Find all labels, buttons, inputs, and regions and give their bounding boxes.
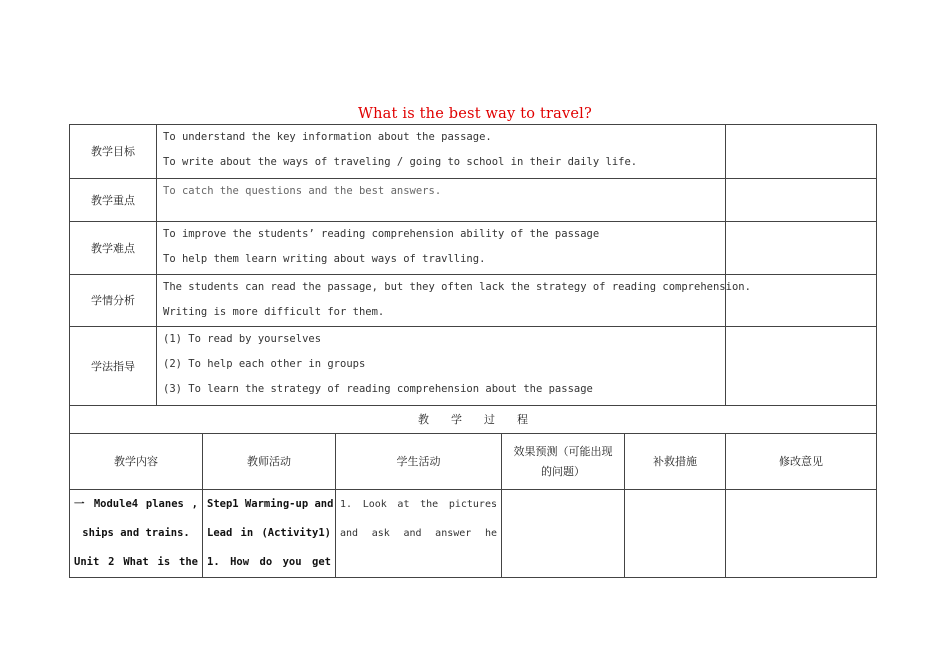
col-effect-header: [502, 434, 625, 490]
learner-analysis-line: Writing is more difficult for them.: [163, 306, 385, 318]
process-body-row: [70, 490, 877, 578]
difficulties-row: [70, 222, 877, 275]
learning-methods-line: (2) To help each other in groups: [163, 358, 366, 370]
difficulties-content: [157, 222, 726, 275]
col-student-header: 学生活动: [336, 434, 502, 490]
learner-analysis-label: 学情分析: [70, 275, 157, 327]
objectives-label: 教学目标: [70, 125, 157, 179]
content-line: ships and trains.: [82, 527, 190, 539]
objectives-line: To write about the ways of traveling / going to school in their daily life.: [163, 156, 638, 168]
objectives-notes: [726, 125, 877, 179]
process-header: 教学过程: [70, 406, 877, 434]
objectives-line: To understand the key information about the passage.: [163, 131, 492, 143]
col-remedy-header: 补救措施: [625, 434, 726, 490]
learning-methods-row: [70, 327, 877, 406]
process-columns-row: [70, 434, 877, 490]
difficulties-line: To improve the students’ reading comprehension ability of the passage: [163, 228, 600, 240]
learning-methods-content: [157, 327, 726, 406]
key-points-row: [70, 179, 877, 222]
objectives-row: [70, 125, 877, 179]
learner-analysis-content: [157, 275, 751, 327]
student-line: 1. Look at the pictures: [340, 499, 497, 510]
learner-analysis-row: [70, 275, 877, 327]
teacher-line: Lead in (Activity1): [207, 527, 331, 539]
col-effect-header-line: 效果预测（可能出现: [513, 444, 613, 458]
teacher-line: 1. How do you get: [207, 556, 331, 568]
effect-cell: [502, 490, 625, 578]
key-points-notes: [726, 179, 877, 222]
col-revision-header: 修改意见: [726, 434, 877, 490]
process-header-row: [70, 406, 877, 434]
learning-methods-line: (3) To learn the strategy of reading comprehension about the passage: [163, 383, 593, 395]
difficulties-notes: [726, 222, 877, 275]
col-effect-header-line: 的问题）: [541, 464, 585, 478]
lesson-plan-table: [69, 124, 877, 578]
key-points-label: 教学重点: [70, 179, 157, 222]
difficulties-label: 教学难点: [70, 222, 157, 275]
key-points-content: [157, 179, 726, 222]
content-line: 一 Module4 planes ,: [74, 498, 198, 510]
col-content-header: 教学内容: [70, 434, 203, 490]
learning-methods-notes: [726, 327, 877, 406]
page-title: What is the best way to travel?: [358, 106, 592, 122]
content-line: Unit 2 What is the: [74, 556, 198, 568]
difficulties-line: To help them learn writing about ways of travlling.: [163, 253, 486, 265]
learning-methods-label: 学法指导: [70, 327, 157, 406]
student-line: and ask and answer he: [340, 528, 497, 539]
remedy-cell: [625, 490, 726, 578]
student-cell: [336, 490, 502, 578]
objectives-content: [157, 125, 726, 179]
teacher-line: Step1 Warming-up and: [207, 498, 334, 510]
learner-analysis-line: The students can read the passage, but they often lack the strategy of reading comprehension.: [163, 281, 751, 293]
revision-cell: [726, 490, 877, 578]
teacher-cell: [203, 490, 336, 578]
key-points-line: To catch the questions and the best answers.: [163, 185, 442, 197]
content-cell: [70, 490, 203, 578]
learning-methods-line: (1) To read by yourselves: [163, 333, 322, 345]
col-teacher-header: 教师活动: [203, 434, 336, 490]
